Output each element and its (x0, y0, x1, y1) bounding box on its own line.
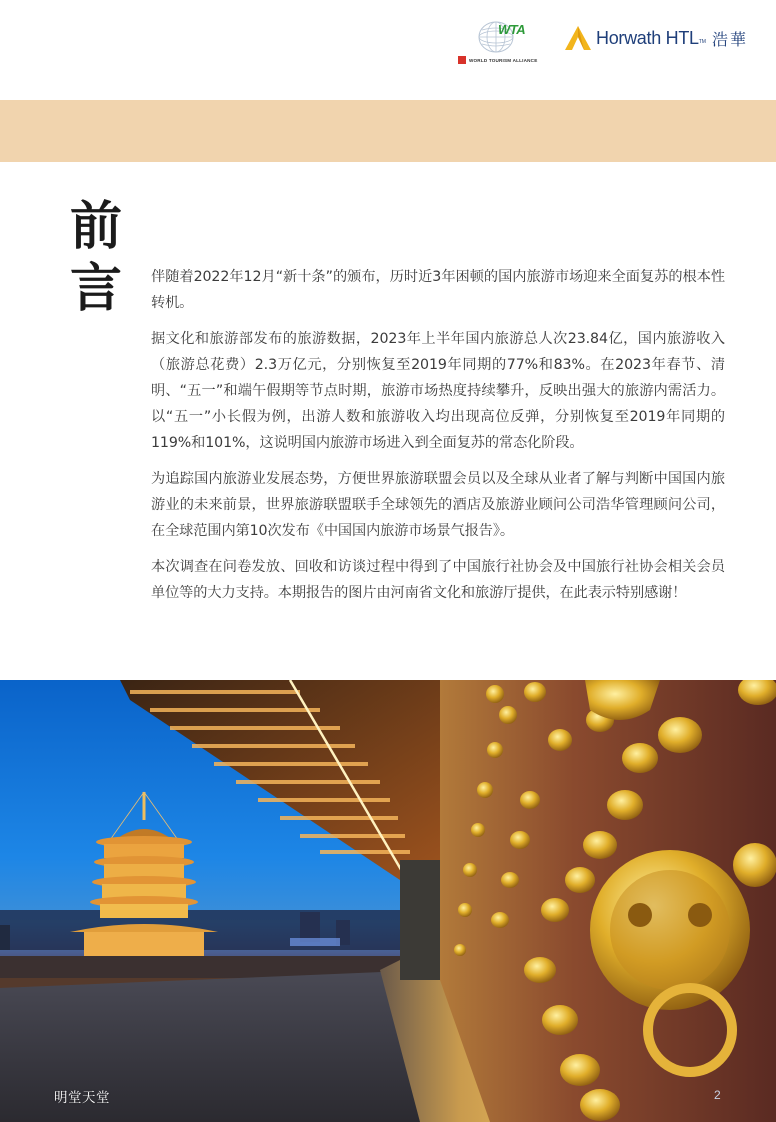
photo-caption: 明堂天堂 (54, 1090, 110, 1106)
paragraph-3: 为追踪国内旅游业发展态势，方便世界旅游联盟会员以及全球从业者了解与判断中国国内旅游业的未来前景，世界旅游联盟联手全球领先的酒店及旅游业顾问公司浩华管理顾问公司，在全球范围内第10次发布《中国国内旅游市场景气报告》。 (151, 471, 725, 539)
preface-body (151, 264, 725, 616)
section-title (66, 196, 126, 320)
page-number: 2 (714, 1088, 721, 1102)
photo-illustration (0, 680, 776, 1122)
paragraph-1: 伴随着2022年12月“新十条”的颁布，历时近3年困顿的国内旅游市场迎来全面复苏的根本性转机。 (151, 269, 725, 311)
paragraph-2: 据文化和旅游部发布的旅游数据，2023年上半年国内旅游总人次23.84亿，国内旅游收入（旅游总花费）2.3万亿元，分别恢复至2019年同期的77%和83%。在2023年春节、清明、“五一”和端午假期等节点时期，旅游市场热度持续攀升，反映出强大的旅游内需活力。以“五一”小长假为例，出游人数和旅游收入均出现高位反弹，分别恢复至2019年同期的119%和101%，这说明国内旅游市场进入到全面复苏的常态化阶段。 (151, 331, 725, 451)
wta-logo (456, 14, 546, 68)
header-logos (0, 0, 776, 100)
horwath-arrow-icon (564, 25, 592, 51)
horwath-logo (564, 25, 748, 51)
horwath-trademark: TM (698, 39, 706, 45)
horwath-name: Horwath HTL (596, 27, 699, 48)
mingtang-photo (0, 680, 776, 1122)
paragraph-4: 本次调查在问卷发放、回收和访谈过程中得到了中国旅行社协会及中国旅行社协会相关会员单位等的大力支持。本期报告的图片由河南省文化和旅游厅提供，在此表示特别感谢！ (151, 559, 725, 601)
wta-mark: WTA (498, 22, 526, 37)
seal-icon (458, 56, 466, 64)
horwath-chinese-name: 浩華 (711, 29, 748, 49)
wta-subtitle-row (458, 56, 537, 64)
wta-subtitle: WORLD TOURISM ALLIANCE (469, 57, 538, 63)
decorative-band (0, 100, 776, 162)
pagoda (70, 792, 218, 956)
title-char-2: 言 (69, 259, 122, 319)
title-char-1: 前 (69, 197, 122, 257)
